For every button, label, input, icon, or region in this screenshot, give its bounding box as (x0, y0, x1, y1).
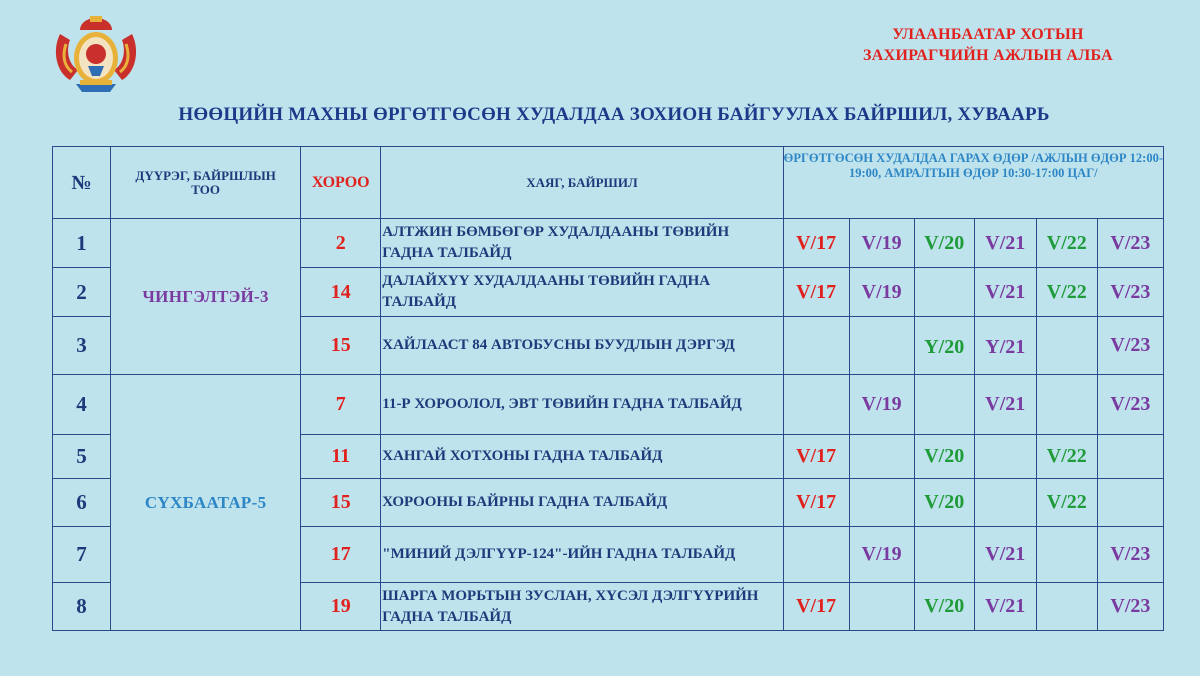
table-row (53, 375, 1164, 435)
day-19: V/19 (849, 268, 914, 317)
day-20 (914, 268, 974, 317)
day-20 (914, 375, 974, 435)
day-22: V/22 (1036, 479, 1097, 527)
district-chingeltei: ЧИНГЭЛТЭЙ-3 (111, 219, 301, 375)
row-address: ХАЙЛААСТ 84 АВТОБУСНЫ БУУДЛЫН ДЭРГЭД (381, 317, 783, 375)
day-22 (1036, 375, 1097, 435)
day-17: V/17 (783, 268, 849, 317)
day-19 (849, 583, 914, 631)
day-21: Y/21 (974, 317, 1036, 375)
day-17 (783, 527, 849, 583)
row-khoroo: 14 (301, 268, 381, 317)
day-21: V/21 (974, 375, 1036, 435)
day-20: Y/20 (914, 317, 974, 375)
organization-name (838, 24, 1138, 66)
day-19 (849, 479, 914, 527)
day-21: V/21 (974, 268, 1036, 317)
day-22 (1036, 527, 1097, 583)
row-address: ШАРГА МОРЬТЫН ЗУСЛАН, ХҮСЭЛ ДЭЛГҮҮРИЙН ГАДНА ТАЛБАЙД (381, 583, 783, 631)
day-23: V/23 (1097, 527, 1163, 583)
row-address: АЛТЖИН БӨМБӨГӨР ХУДАЛДААНЫ ТӨВИЙН ГАДНА ТАЛБАЙД (381, 219, 783, 268)
row-address: "МИНИЙ ДЭЛГҮҮР-124"-ИЙН ГАДНА ТАЛБАЙД (381, 527, 783, 583)
day-21: V/21 (974, 583, 1036, 631)
day-20 (914, 527, 974, 583)
day-23 (1097, 479, 1163, 527)
row-khoroo: 15 (301, 479, 381, 527)
day-19: V/19 (849, 375, 914, 435)
schedule-table (52, 146, 1164, 631)
day-23: V/23 (1097, 583, 1163, 631)
day-22 (1036, 583, 1097, 631)
day-23: V/23 (1097, 219, 1163, 268)
day-17: V/17 (783, 583, 849, 631)
day-20: V/20 (914, 219, 974, 268)
row-number: 7 (53, 527, 111, 583)
day-17 (783, 317, 849, 375)
day-17: V/17 (783, 479, 849, 527)
row-number: 2 (53, 268, 111, 317)
page-title: НӨӨЦИЙН МАХНЫ ӨРГӨТГӨСӨН ХУДАЛДАА ЗОХИОН БАЙГУУЛАХ БАЙРШИЛ, ХУВААРЬ (178, 104, 1050, 125)
day-19 (849, 317, 914, 375)
day-21 (974, 479, 1036, 527)
day-20: V/20 (914, 583, 974, 631)
ulaanbaatar-coat-of-arms-icon (50, 14, 142, 96)
day-22: V/22 (1036, 435, 1097, 479)
row-khoroo: 2 (301, 219, 381, 268)
table-header-row (53, 147, 1164, 219)
day-19: V/19 (849, 527, 914, 583)
header-no: № (53, 147, 111, 219)
row-number: 5 (53, 435, 111, 479)
row-address: 11-Р ХОРООЛОЛ, ЭВТ ТӨВИЙН ГАДНА ТАЛБАЙД (381, 375, 783, 435)
organization-line-1: УЛААНБААТАР ХОТЫН (892, 26, 1084, 43)
row-khoroo: 7 (301, 375, 381, 435)
organization-line-2: ЗАХИРАГЧИЙН АЖЛЫН АЛБА (863, 47, 1113, 64)
day-21 (974, 435, 1036, 479)
row-khoroo: 17 (301, 527, 381, 583)
row-number: 8 (53, 583, 111, 631)
row-khoroo: 19 (301, 583, 381, 631)
day-23: V/23 (1097, 375, 1163, 435)
day-19: V/19 (849, 219, 914, 268)
table-row (53, 219, 1164, 268)
day-17: V/17 (783, 219, 849, 268)
day-20: V/20 (914, 435, 974, 479)
row-number: 4 (53, 375, 111, 435)
day-22: V/22 (1036, 268, 1097, 317)
header-address: ХАЯГ, БАЙРШИЛ (381, 147, 783, 219)
day-17 (783, 375, 849, 435)
header-district: ДҮҮРЭГ, БАЙРШЛЫН ТОО (111, 147, 301, 219)
district-sukhbaatar: СҮХБААТАР-5 (111, 375, 301, 631)
row-address: ХОРООНЫ БАЙРНЫ ГАДНА ТАЛБАЙД (381, 479, 783, 527)
day-17: V/17 (783, 435, 849, 479)
header-schedule: ӨРГӨТГӨСӨН ХУДАЛДАА ГАРАХ ӨДӨР /АЖЛЫН ӨДӨР 12:00-19:00, АМРАЛТЫН ӨДӨР 10:30-17:00 ЦАГ/ (783, 147, 1163, 219)
row-khoroo: 15 (301, 317, 381, 375)
row-khoroo: 11 (301, 435, 381, 479)
row-address: ДАЛАЙХҮҮ ХУДАЛДААНЫ ТӨВИЙН ГАДНА ТАЛБАЙД (381, 268, 783, 317)
row-number: 1 (53, 219, 111, 268)
day-23: V/23 (1097, 317, 1163, 375)
header-khoroo: ХОРОО (301, 147, 381, 219)
day-21: V/21 (974, 219, 1036, 268)
row-number: 6 (53, 479, 111, 527)
day-23 (1097, 435, 1163, 479)
day-20: V/20 (914, 479, 974, 527)
day-22 (1036, 317, 1097, 375)
day-22: V/22 (1036, 219, 1097, 268)
row-number: 3 (53, 317, 111, 375)
day-23: V/23 (1097, 268, 1163, 317)
day-21: V/21 (974, 527, 1036, 583)
row-address: ХАНГАЙ ХОТХОНЫ ГАДНА ТАЛБАЙД (381, 435, 783, 479)
day-19 (849, 435, 914, 479)
